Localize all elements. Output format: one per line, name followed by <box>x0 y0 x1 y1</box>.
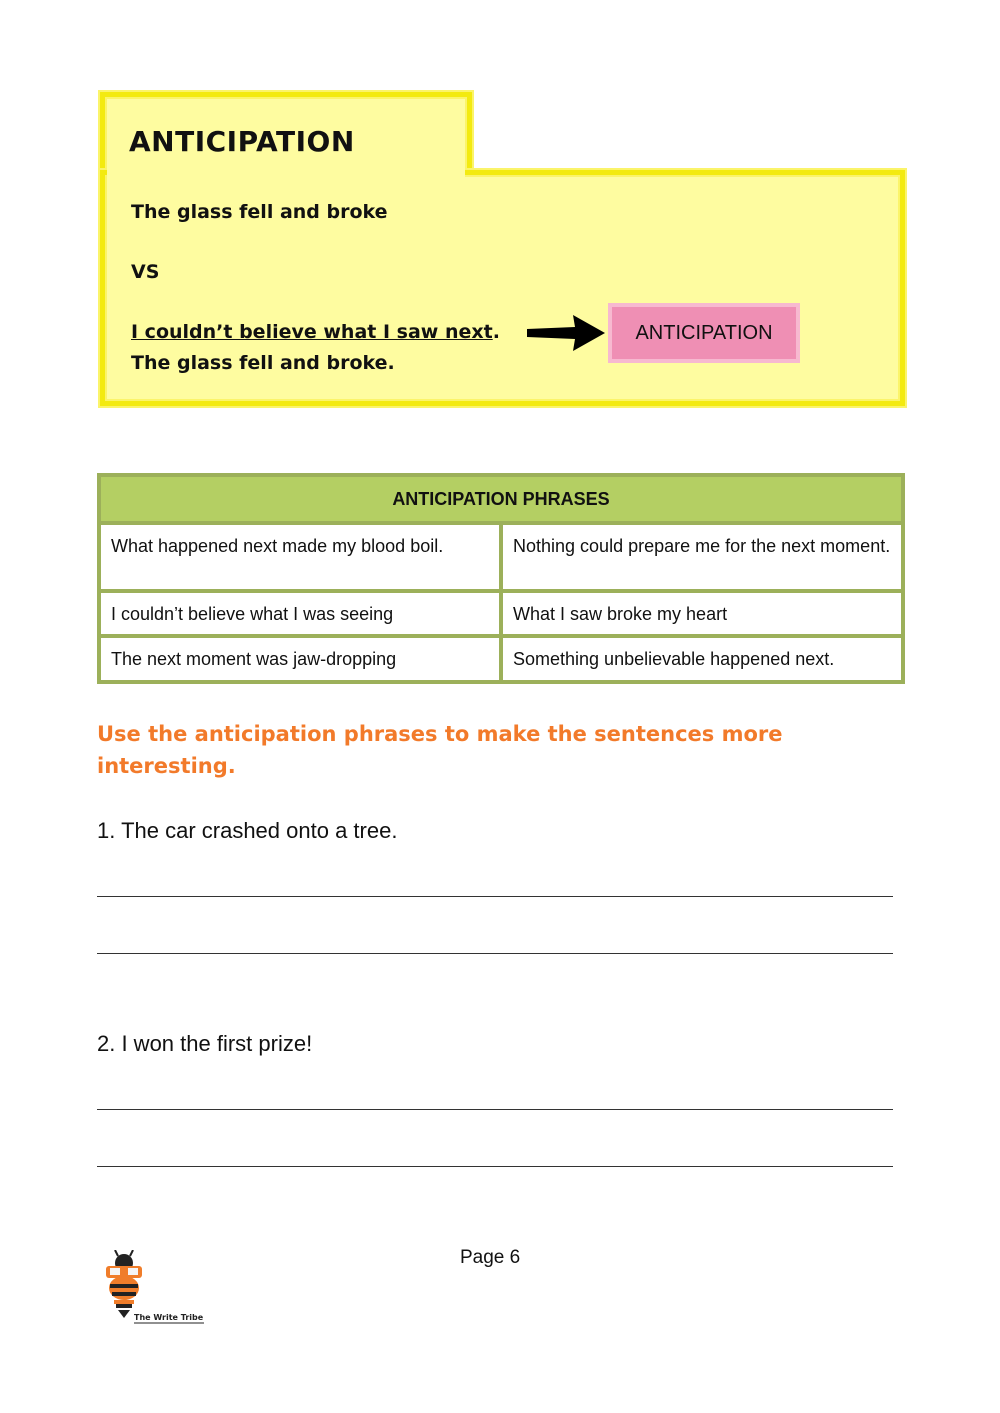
anticipation-label-box: ANTICIPATION <box>608 303 800 363</box>
example-sentence-plain: The glass fell and broke <box>131 201 388 223</box>
anticipation-phrase-line <box>131 321 500 343</box>
example-sentence-with-anticipation: The glass fell and broke. <box>131 352 395 374</box>
table-cell: What happened next made my blood boil. <box>99 523 501 591</box>
table-cell: Nothing could prepare me for the next moment. <box>501 523 903 591</box>
question-2: 2. I won the first prize! <box>97 1031 313 1056</box>
example-box <box>100 170 905 406</box>
bee-logo-icon <box>100 1250 208 1326</box>
phrase-period: . <box>492 321 500 343</box>
table-header: ANTICIPATION PHRASES <box>99 475 903 523</box>
table-row <box>99 636 903 682</box>
versus-label: VS <box>131 261 160 283</box>
answer-line-2a[interactable] <box>97 1109 893 1110</box>
right-arrow-icon <box>525 311 607 355</box>
tab-joint <box>107 164 465 178</box>
title-tab <box>100 92 472 174</box>
phrases-table <box>97 473 905 684</box>
table-cell: I couldn’t believe what I was seeing <box>99 591 501 636</box>
table-cell: What I saw broke my heart <box>501 591 903 636</box>
answer-line-1b[interactable] <box>97 953 893 954</box>
answer-line-1a[interactable] <box>97 896 893 897</box>
table-cell: The next moment was jaw-dropping <box>99 636 501 682</box>
page-number: Page 6 <box>460 1247 521 1268</box>
instruction-text: Use the anticipation phrases to make the sentences more interesting. <box>97 722 783 778</box>
question-1: 1. The car crashed onto a tree. <box>97 818 398 843</box>
page-title: ANTICIPATION <box>129 125 355 158</box>
underlined-phrase: I couldn’t believe what I saw next <box>131 321 493 343</box>
logo-text: The Write Tribe <box>134 1313 204 1322</box>
answer-line-2b[interactable] <box>97 1166 893 1167</box>
table-cell: Something unbelievable happened next. <box>501 636 903 682</box>
table-row <box>99 591 903 636</box>
table-row <box>99 523 903 591</box>
